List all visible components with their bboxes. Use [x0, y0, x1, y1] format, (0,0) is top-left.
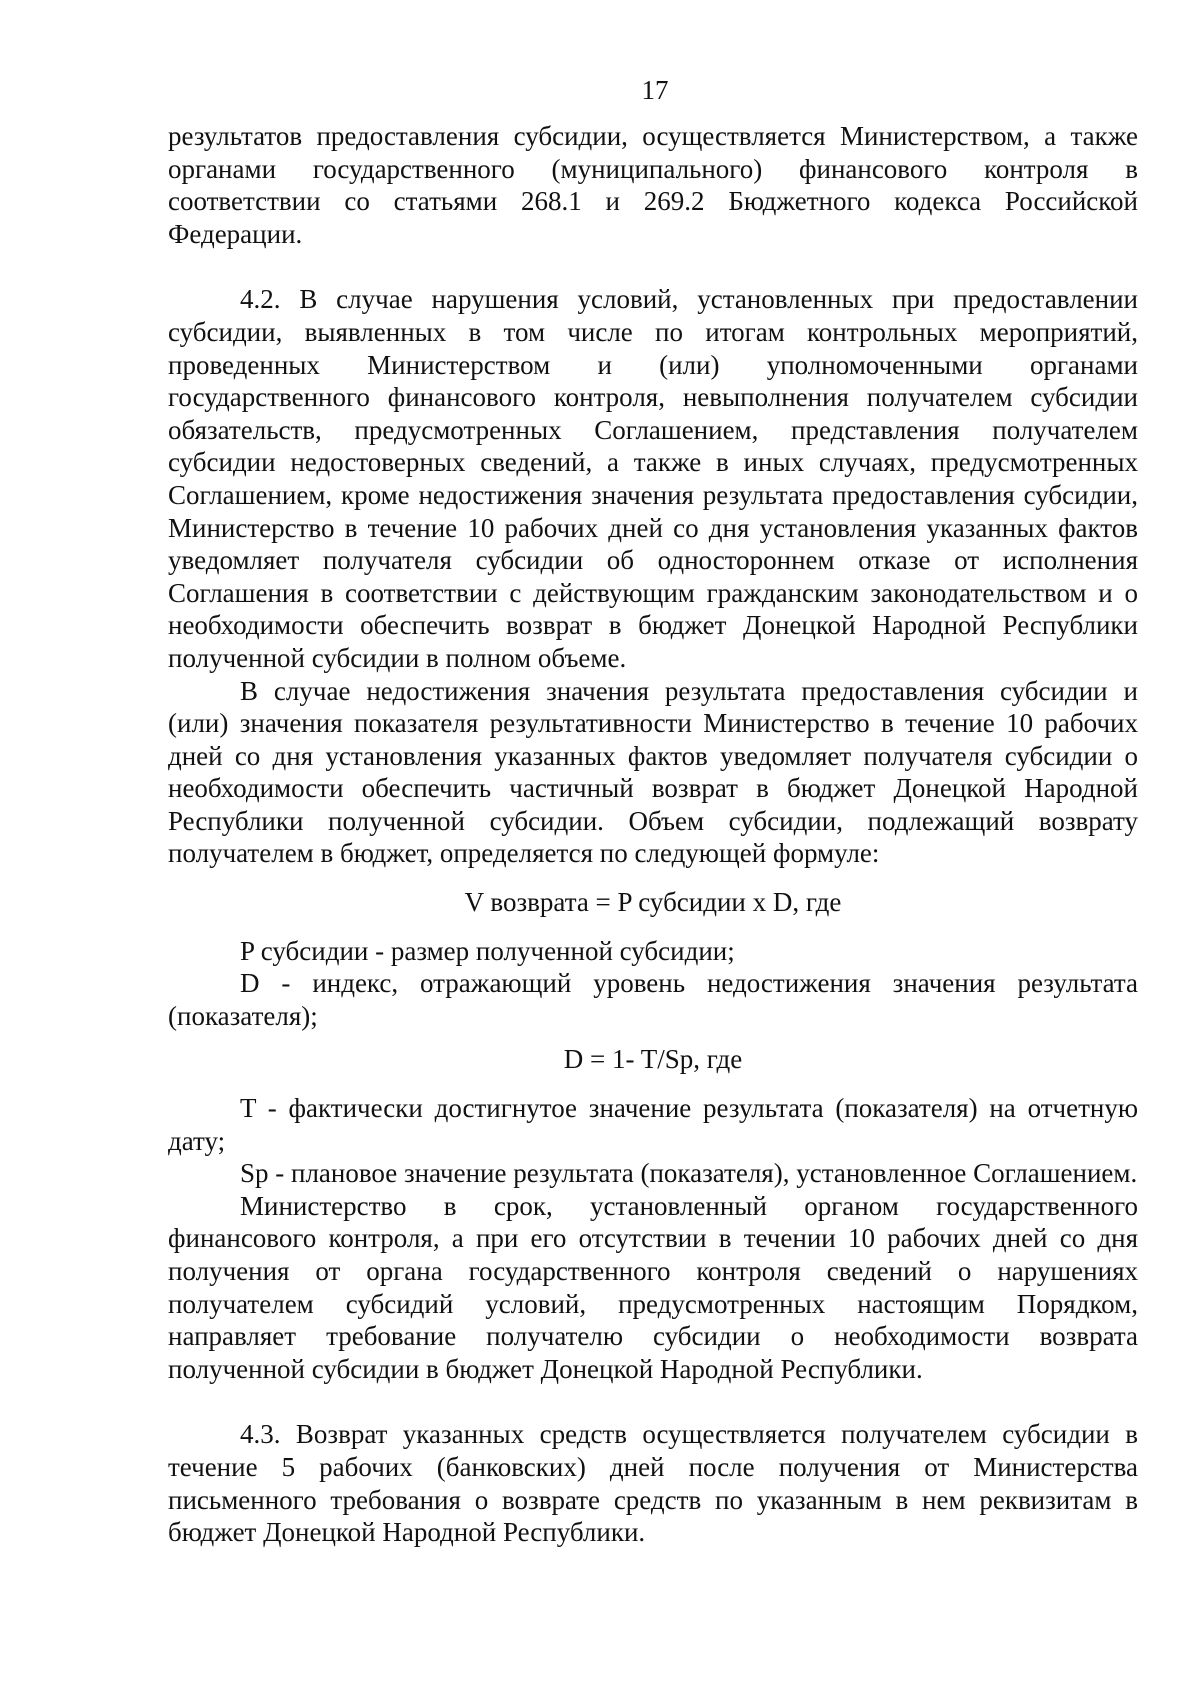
page-number: 17	[641, 75, 669, 105]
definition-p-subsidy: P субсидии - размер полученной субсидии;	[240, 935, 735, 966]
definition-d-index: D - индекс, отражающий уровень недостижения значения результата (показателя);	[168, 968, 1138, 1031]
formula-d-index: D = 1- T/Sp, где	[563, 1044, 743, 1075]
paragraph-continuation: результатов предоставления субсидии, осуществляется Министерством, а также органами государственного (муниципального) финансового контроля в соответствии со статьями 268.1 и 269.2 Бюджетного кодекса Российской Федерации.	[168, 121, 1138, 249]
definition-sp-value: Sp - плановое значение результата (показателя), установленное Соглашением.	[240, 1158, 1138, 1189]
paragraph-partial-return: В случае недостижения значения результата предоставления субсидии и (или) значения показателя результативности Министерство в течение 10 рабочих дней со дня установления указанных фактов уведомляет получателя субсидии о необходимости обеспечить частичный возврат в бюджет Донецкой Народной Республики полученной субсидии. Объем субсидии, подлежащий возврату получателем в бюджет, определяется по следующей формуле:	[168, 675, 1138, 869]
definition-t-value: T - фактически достигнутое значение результата (показателя) на отчетную дату;	[168, 1093, 1138, 1156]
paragraph-ministry-demand: Министерство в срок, установленный органом государственного финансового контроля, а при его отсутствии в течении 10 рабочих дней со дня получения от органа государственного контроля сведений о нарушениях получателем субсидий условий, предусмотренных настоящим Порядком, направляет требование получателю субсидии о необходимости возврата полученной субсидии в бюджет Донецкой Народной Республики.	[168, 1190, 1138, 1384]
paragraph-section-4-2: 4.2. В случае нарушения условий, установленных при предоставлении субсидии, выявленных в том числе по итогам контрольных мероприятий, проведенных Министерством и (или) уполномоченными органами государственного финансового контроля, невыполнения получателем субсидии обязательств, предусмотренных Соглашением, представления получателем субсидии недостоверных сведений, а также в иных случаях, предусмотренных Соглашением, кроме недостижения значения результата предоставления субсидии, Министерство в течение 10 рабочих дней со дня установления указанных фактов уведомляет получателя субсидии об одностороннем отказе от исполнения Соглашения в соответствии с действующим гражданским законодательством и о необходимости обеспечить возврат в бюджет Донецкой Народной Республики полученной субсидии в полном объеме.	[168, 284, 1138, 673]
paragraph-section-4-3: 4.3. Возврат указанных средств осуществляется получателем субсидии в течение 5 рабочих (банковских) дней после получения от Министерства письменного требования о возврате средств по указанным в нем реквизитам в бюджет Донецкой Народной Республики.	[168, 1419, 1138, 1548]
document-body	[168, 120, 1138, 1549]
formula-return-volume: V возврата = P субсидии x D, где	[464, 887, 842, 918]
